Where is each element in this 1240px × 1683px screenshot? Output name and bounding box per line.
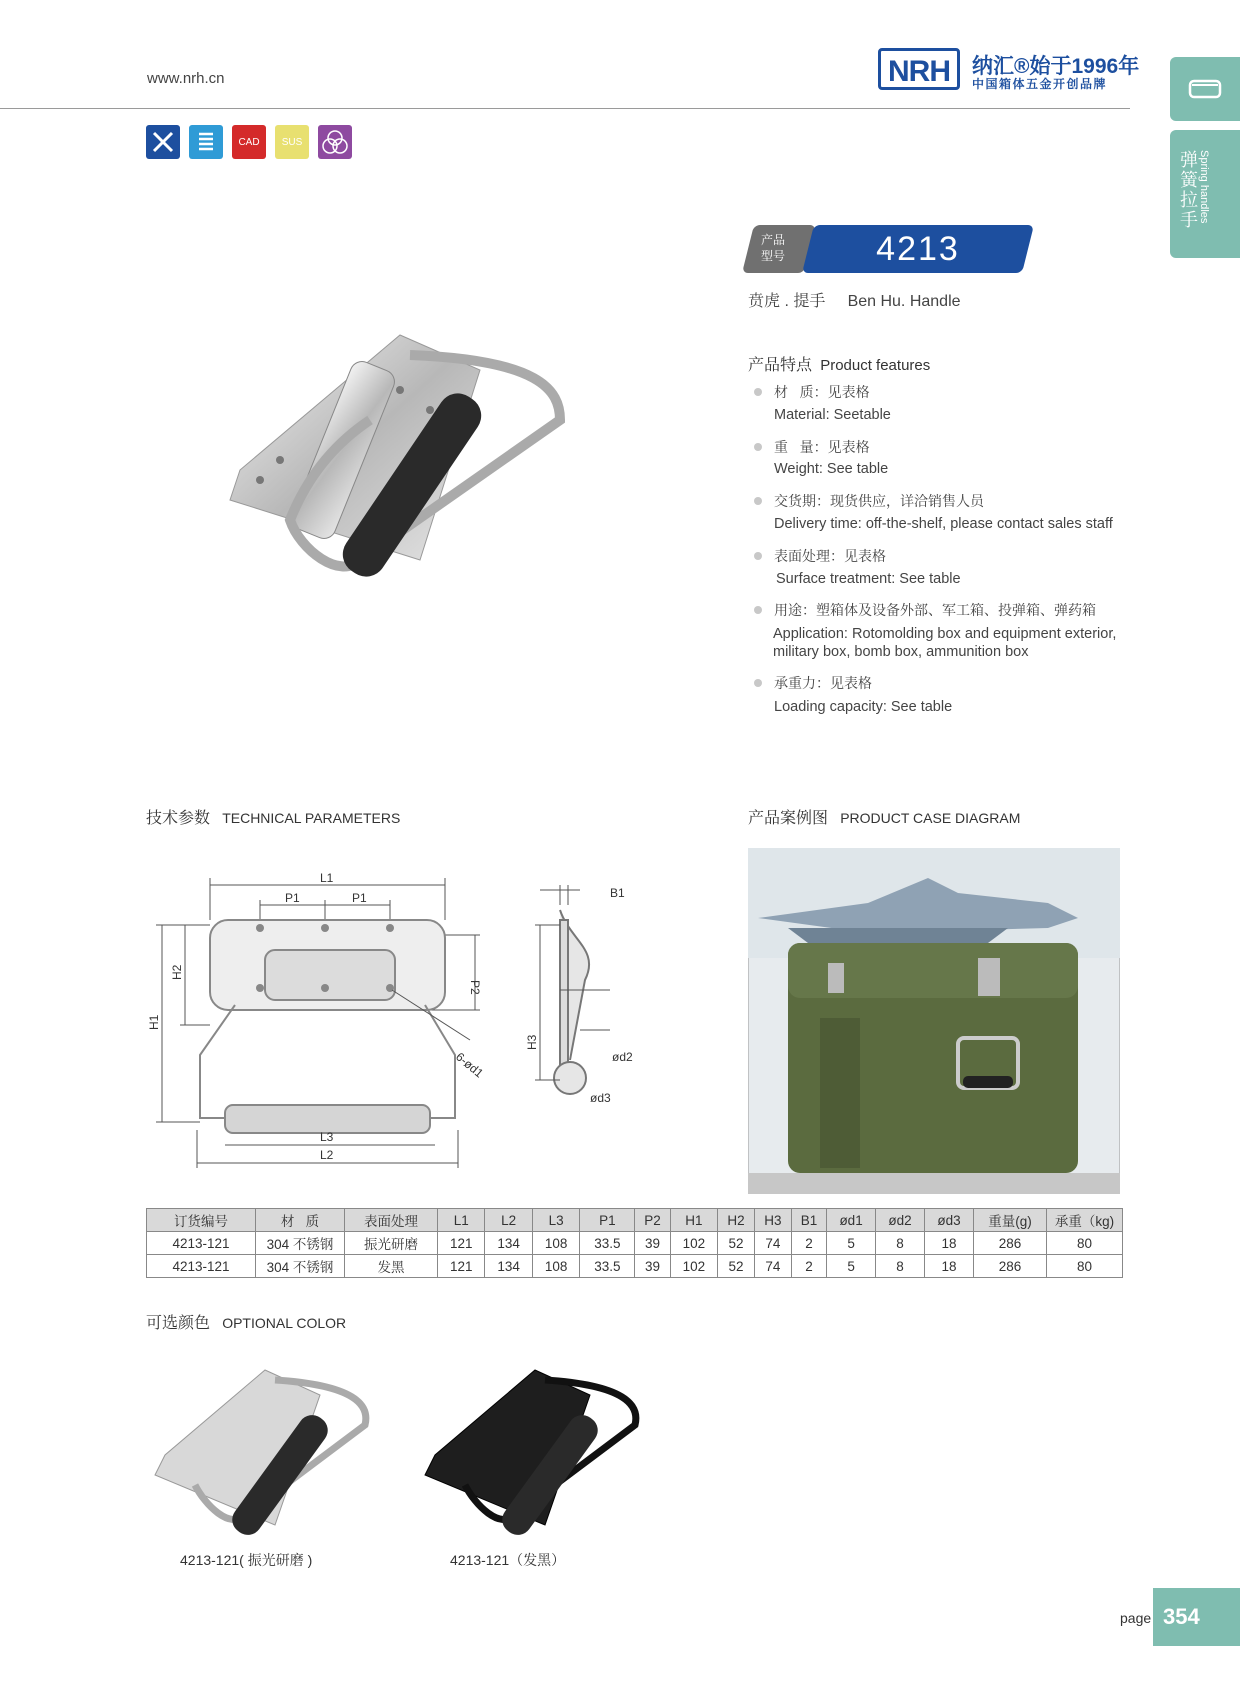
- col-H1: H1: [670, 1209, 717, 1232]
- cell: 8: [876, 1255, 925, 1278]
- features-title: [748, 352, 930, 375]
- cell: 5: [827, 1255, 876, 1278]
- cell: 52: [718, 1255, 755, 1278]
- dim-d3: ød3: [590, 1091, 611, 1105]
- dim-P1-left: P1: [285, 891, 300, 905]
- brand-subtitle: 中国箱体五金开创品牌: [972, 77, 1108, 91]
- product-photo-main: [220, 330, 620, 630]
- cell: 发黑: [345, 1255, 438, 1278]
- brand-logo: NRH: [878, 48, 960, 90]
- features-title-en: Product features: [820, 357, 931, 374]
- feature-delivery-en: Delivery time: off-the-shelf, please contact sales staff: [774, 516, 1113, 532]
- cell: 286: [974, 1232, 1047, 1255]
- cell: 80: [1047, 1255, 1123, 1278]
- cell: 2: [791, 1255, 826, 1278]
- feature-loading-en: Loading capacity: See table: [774, 699, 953, 715]
- col-order-no: 订货编号: [147, 1209, 256, 1232]
- site-url[interactable]: www.nrh.cn: [147, 70, 225, 87]
- col-P2: P2: [635, 1209, 670, 1232]
- cell: 18: [924, 1232, 973, 1255]
- col-L1: L1: [438, 1209, 485, 1232]
- cell: 108: [532, 1255, 579, 1278]
- optional-title-cn: 可选颜色: [146, 1315, 211, 1332]
- cell: 2: [791, 1232, 826, 1255]
- dim-H2: H2: [170, 964, 184, 980]
- feature-bullet: [754, 606, 762, 614]
- dim-P2: P2: [468, 980, 482, 995]
- table-header-row: [147, 1209, 1123, 1232]
- feature-bullet: [754, 679, 762, 687]
- case-title-en: PRODUCT CASE DIAGRAM: [840, 810, 1021, 826]
- col-material: 材 质: [256, 1209, 345, 1232]
- feature-weight-en: Weight: See table: [774, 461, 889, 477]
- cell: 5: [827, 1232, 876, 1255]
- feature-material-cn: 材 质：见表格: [774, 384, 870, 400]
- col-d1: ød1: [827, 1209, 876, 1232]
- table-row: [147, 1255, 1123, 1278]
- col-L2: L2: [485, 1209, 532, 1232]
- tools-icon: [146, 125, 180, 159]
- feature-bullet: [754, 497, 762, 505]
- dim-d1: 6-ød1: [453, 1049, 487, 1081]
- optional-title-en: OPTIONAL COLOR: [222, 1315, 347, 1331]
- cad-icon: [232, 125, 266, 159]
- model-number: 4213: [876, 230, 960, 268]
- feature-bullet: [754, 552, 762, 560]
- feature-weight-cn: 重 量：见表格: [774, 439, 870, 455]
- cell: 102: [670, 1255, 717, 1278]
- cell: 8: [876, 1232, 925, 1255]
- col-B1: B1: [791, 1209, 826, 1232]
- table-row: [147, 1232, 1123, 1255]
- feature-application-cn: 用途：塑箱体及设备外部、军工箱、投弹箱、弹药箱: [774, 602, 1096, 618]
- color-option-black-photo: [415, 1365, 645, 1535]
- side-tab-en-label: Spring handles: [1198, 150, 1210, 224]
- cell: 121: [438, 1232, 485, 1255]
- cell: 80: [1047, 1232, 1123, 1255]
- side-tab-cn-label: 弹簧拉手: [1180, 150, 1198, 230]
- cell: 4213-121: [147, 1232, 256, 1255]
- dim-L2: L2: [320, 1148, 334, 1162]
- cell: 102: [670, 1232, 717, 1255]
- dim-L3: L3: [320, 1130, 334, 1144]
- cell: 134: [485, 1255, 532, 1278]
- sus-icon: [275, 125, 309, 159]
- cell: 304 不锈钢: [256, 1232, 345, 1255]
- cell: 4213-121: [147, 1255, 256, 1278]
- cell: 74: [754, 1255, 791, 1278]
- cell: 33.5: [580, 1255, 635, 1278]
- cad-label: CAD: [238, 136, 260, 148]
- cell: 304 不锈钢: [256, 1255, 345, 1278]
- cell: 134: [485, 1232, 532, 1255]
- cell: 39: [635, 1255, 670, 1278]
- cell: 52: [718, 1232, 755, 1255]
- feature-material-en: Material: Seetable: [774, 407, 891, 423]
- product-case-photo: [748, 848, 1120, 1194]
- feature-surface-en: Surface treatment: See table: [776, 571, 961, 587]
- spec-table: [146, 1208, 1123, 1278]
- tech-title-en: TECHNICAL PARAMETERS: [222, 810, 401, 826]
- dim-B1: B1: [610, 886, 625, 900]
- dim-L1: L1: [320, 871, 334, 885]
- feature-application-en: Application: Rotomolding box and equipment exterior,: [773, 626, 1117, 642]
- dim-d2: ød2: [612, 1050, 633, 1064]
- cell: 39: [635, 1232, 670, 1255]
- case-diagram-title: [748, 805, 1020, 828]
- tech-title-cn: 技术参数: [146, 810, 211, 827]
- side-tab-handle[interactable]: [1170, 57, 1240, 121]
- feature-loading-cn: 承重力：见表格: [774, 675, 872, 691]
- dim-H1: H1: [147, 1014, 161, 1030]
- model-label-line1: 产品: [761, 233, 786, 247]
- features-title-cn: 产品特点: [748, 357, 813, 374]
- color-circles-icon: [318, 125, 352, 159]
- col-H2: H2: [718, 1209, 755, 1232]
- sus-label: SUS: [281, 136, 303, 148]
- cell: 121: [438, 1255, 485, 1278]
- feature-bullet: [754, 443, 762, 451]
- cell: 108: [532, 1232, 579, 1255]
- col-H3: H3: [754, 1209, 791, 1232]
- col-d3: ød3: [924, 1209, 973, 1232]
- cell: 33.5: [580, 1232, 635, 1255]
- model-label-text: [761, 232, 785, 264]
- feature-application-en-2: military box, bomb box, ammunition box: [773, 644, 1029, 660]
- dim-P1-right: P1: [352, 891, 367, 905]
- color-option-polished-caption: 4213-121( 振光研磨 ): [180, 1552, 313, 1568]
- col-P1: P1: [580, 1209, 635, 1232]
- case-title-cn: 产品案例图: [748, 810, 829, 827]
- tech-params-title: [146, 805, 400, 828]
- col-d2: ød2: [876, 1209, 925, 1232]
- brand-slogan: 纳汇®始于1996年: [972, 55, 1140, 78]
- cell: 74: [754, 1232, 791, 1255]
- feature-bullet: [754, 388, 762, 396]
- product-name: 贲虎 . 提手 Ben Hu. Handle: [748, 293, 961, 310]
- color-option-black-caption: 4213-121（发黑）: [450, 1552, 566, 1568]
- spring-icon: [189, 125, 223, 159]
- technical-drawing: [140, 860, 680, 1170]
- handle-icon: [1170, 57, 1240, 121]
- page-number: 354: [1153, 1588, 1240, 1646]
- col-L3: L3: [532, 1209, 579, 1232]
- col-surface: 表面处理: [345, 1209, 438, 1232]
- color-option-polished-photo: [145, 1365, 375, 1535]
- col-weight: 重量(g): [974, 1209, 1047, 1232]
- model-label-line2: 型号: [761, 249, 786, 263]
- col-load: 承重（kg): [1047, 1209, 1123, 1232]
- cell: 振光研磨: [345, 1232, 438, 1255]
- cell: 18: [924, 1255, 973, 1278]
- page-label: page: [1120, 1610, 1152, 1626]
- feature-surface-cn: 表面处理：见表格: [774, 548, 886, 564]
- feature-delivery-cn: 交货期：现货供应，详洽销售人员: [774, 493, 984, 509]
- header-divider: [0, 108, 1130, 109]
- optional-color-title: [146, 1310, 346, 1333]
- dim-H3: H3: [525, 1034, 539, 1050]
- cell: 286: [974, 1255, 1047, 1278]
